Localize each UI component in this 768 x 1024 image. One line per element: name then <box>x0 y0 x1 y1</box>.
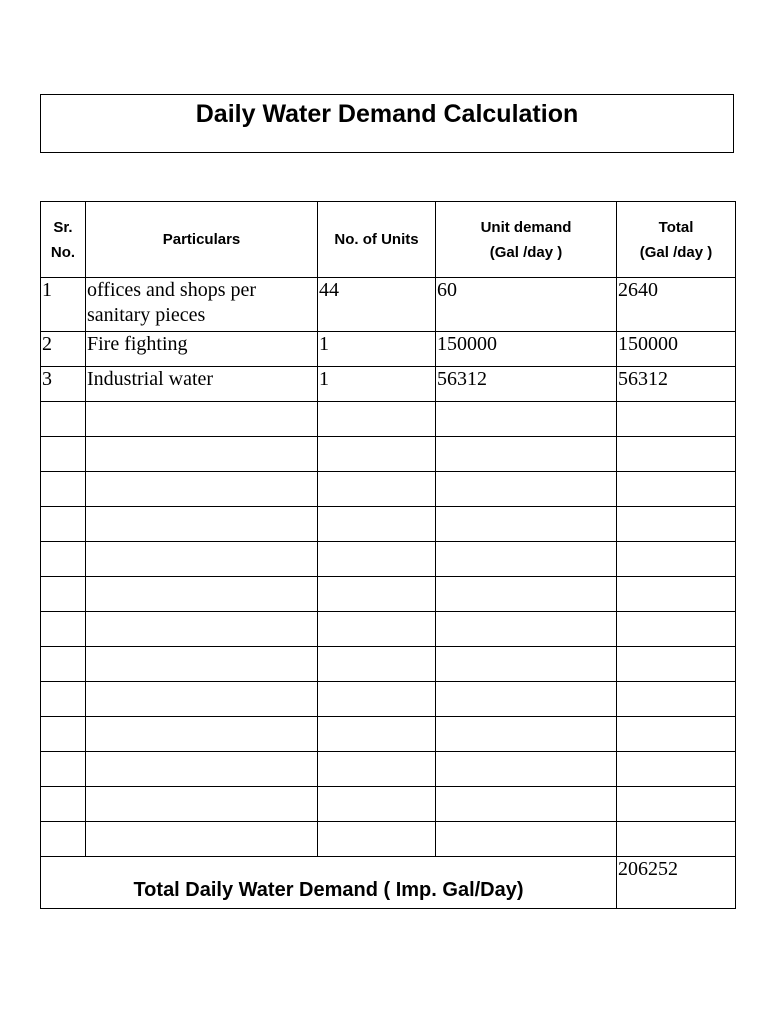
header-no-of-units: No. of Units <box>318 202 436 278</box>
cell-total: 56312 <box>617 367 736 402</box>
header-total: Total (Gal /day ) <box>617 202 736 278</box>
page-title: Daily Water Demand Calculation <box>195 100 579 128</box>
empty-row <box>41 472 736 507</box>
cell-unit-demand: 150000 <box>436 332 617 367</box>
total-label: Total Daily Water Demand ( Imp. Gal/Day) <box>41 857 617 909</box>
empty-row <box>41 647 736 682</box>
total-row <box>41 857 736 909</box>
cell-sr: 3 <box>41 367 86 402</box>
empty-row <box>41 577 736 612</box>
empty-row <box>41 752 736 787</box>
header-sr-no: Sr. No. <box>41 202 86 278</box>
empty-row <box>41 437 736 472</box>
empty-row <box>41 787 736 822</box>
cell-total: 2640 <box>617 278 736 332</box>
empty-row <box>41 507 736 542</box>
header-particulars: Particulars <box>86 202 318 278</box>
empty-row <box>41 542 736 577</box>
cell-sr: 2 <box>41 332 86 367</box>
title-box <box>40 94 734 153</box>
table-row <box>41 278 736 332</box>
cell-units: 1 <box>318 367 436 402</box>
table-row <box>41 367 736 402</box>
cell-unit-demand: 60 <box>436 278 617 332</box>
cell-units: 1 <box>318 332 436 367</box>
cell-particulars: Fire fighting <box>86 332 318 367</box>
cell-sr: 1 <box>41 278 86 332</box>
water-demand-table <box>40 201 736 909</box>
empty-row <box>41 402 736 437</box>
cell-unit-demand: 56312 <box>436 367 617 402</box>
empty-row <box>41 612 736 647</box>
empty-row <box>41 717 736 752</box>
cell-units: 44 <box>318 278 436 332</box>
cell-particulars: Industrial water <box>86 367 318 402</box>
table-row <box>41 332 736 367</box>
cell-particulars: offices and shops per sanitary pieces <box>86 278 318 332</box>
header-unit-demand: Unit demand (Gal /day ) <box>436 202 617 278</box>
table-header-row <box>41 202 736 278</box>
empty-row <box>41 822 736 857</box>
cell-total: 150000 <box>617 332 736 367</box>
total-value: 206252 <box>617 857 736 909</box>
empty-row <box>41 682 736 717</box>
